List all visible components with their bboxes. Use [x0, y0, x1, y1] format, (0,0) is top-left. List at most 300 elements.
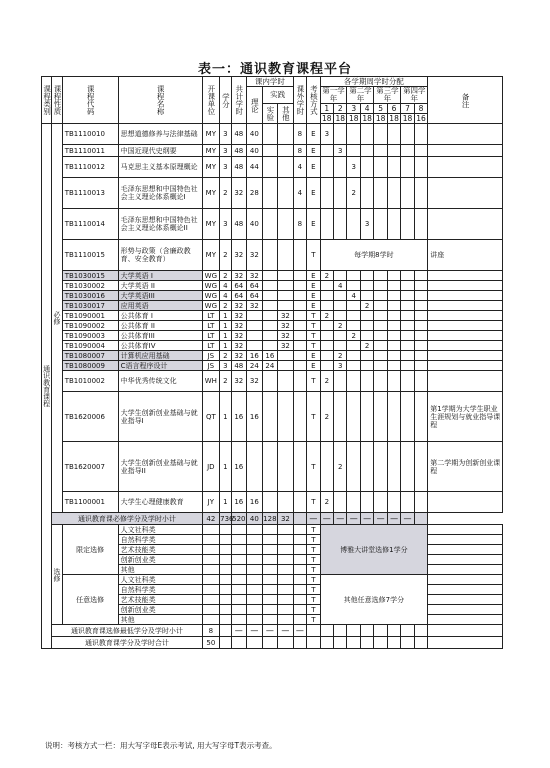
course-theory: 16: [247, 392, 263, 442]
elective-blank: [231, 585, 247, 595]
course-name: 大学生创新创业基础与就业指导II: [118, 442, 202, 492]
table-row: [42, 392, 503, 442]
elective-blank: [202, 545, 220, 555]
hdr-sem: 3: [347, 104, 360, 114]
course-experiment: [262, 240, 278, 271]
hdr-sem: 1: [320, 104, 333, 114]
course-credit: 1: [220, 492, 231, 513]
course-exam: E: [307, 361, 320, 371]
elective-exam: T: [307, 595, 320, 605]
elective-blank: [278, 525, 294, 535]
course-name: 公共体育 II: [118, 321, 202, 331]
course-exam: T: [307, 371, 320, 392]
elective-blank: [278, 535, 294, 545]
elective-blank: [262, 555, 278, 565]
hdr-weekly: 各学期周学时分配: [320, 77, 428, 87]
semester-hours: [401, 301, 414, 311]
semester-hours: [414, 371, 427, 392]
course-credit: 4: [220, 291, 231, 301]
course-exam: E: [307, 291, 320, 301]
course-theory: 24: [247, 361, 263, 371]
course-other: 32: [278, 341, 294, 351]
course-exam: T: [307, 240, 320, 271]
elective-blank: [220, 535, 231, 545]
course-experiment: [262, 145, 278, 157]
course-experiment: [262, 124, 278, 145]
elective-blank: [247, 615, 263, 625]
elective-blank: [220, 615, 231, 625]
subtotal-value: 32: [278, 513, 294, 525]
course-dept: WH: [202, 371, 220, 392]
semester-hours: [334, 291, 347, 301]
course-dept: WG: [202, 271, 220, 281]
elective-exam: T: [307, 575, 320, 585]
course-other: [278, 209, 294, 240]
course-credit: 1: [220, 321, 231, 331]
elective-blank: [247, 575, 263, 585]
semester-hours: [334, 178, 347, 209]
course-credit: 1: [220, 331, 231, 341]
semester-hours: [414, 341, 427, 351]
elective-blank: [293, 575, 306, 585]
course-experiment: 24: [262, 361, 278, 371]
elective-note: 博雅大讲堂选修1学分: [320, 525, 428, 575]
course-code: TB1080007: [62, 351, 118, 361]
elective-blank: [278, 575, 294, 585]
course-code: TB1090002: [62, 321, 118, 331]
course-exam: T: [307, 311, 320, 321]
course-dept: LT: [202, 331, 220, 341]
semester-hours: [374, 492, 387, 513]
semester-hours: [320, 351, 333, 361]
course-name: 中华优秀传统文化: [118, 371, 202, 392]
course-credit: 3: [220, 157, 231, 178]
course-extra: [293, 301, 306, 311]
elective-blank: [202, 585, 220, 595]
elective-blank: [202, 555, 220, 565]
elective-blank: [293, 595, 306, 605]
table-row: [42, 341, 503, 351]
subtotal-dash: —: [320, 513, 333, 525]
semester-hours: [414, 351, 427, 361]
course-exam: T: [307, 392, 320, 442]
course-dept: MY: [202, 240, 220, 271]
course-code: TB1010002: [62, 371, 118, 392]
course-code: TB1030017: [62, 301, 118, 311]
semester-hours: 3: [347, 157, 360, 178]
course-credit: 3: [220, 361, 231, 371]
course-experiment: [262, 321, 278, 331]
semester-hours: [414, 157, 427, 178]
elective-blank: [220, 525, 231, 535]
semester-hours: [374, 178, 387, 209]
course-other: [278, 371, 294, 392]
elective-min-row-cell: [401, 625, 414, 637]
semester-hours: 4: [347, 291, 360, 301]
course-name: 大学英语III: [118, 291, 202, 301]
semester-hours: [320, 442, 333, 492]
course-credit: 1: [220, 311, 231, 321]
semester-hours: 3: [334, 145, 347, 157]
semester-hours: [347, 371, 360, 392]
hdr-other: 其他: [278, 104, 294, 124]
semester-hours: [401, 157, 414, 178]
semester-hours: [401, 341, 414, 351]
semester-hours: [414, 271, 427, 281]
course-other: [278, 271, 294, 281]
semester-hours: [360, 157, 373, 178]
course-name: 中国近现代史纲要: [118, 145, 202, 157]
subtotal-remark: [414, 513, 427, 525]
semester-hours: [414, 442, 427, 492]
semester-hours: [360, 351, 373, 361]
elective-blank: [278, 595, 294, 605]
hdr-extra: 课外学时: [293, 77, 306, 124]
elective-blank: [220, 585, 231, 595]
semester-hours: 2: [334, 442, 347, 492]
semester-hours: 2: [334, 351, 347, 361]
course-other: 32: [278, 311, 294, 321]
total-row-cell: [360, 637, 373, 649]
semester-hours: [401, 145, 414, 157]
course-credit: 3: [220, 124, 231, 145]
semester-hours: [334, 331, 347, 341]
course-code: TB1620007: [62, 442, 118, 492]
semester-hours: [401, 442, 414, 492]
semester-hours: [347, 341, 360, 351]
category-cell: 通识教育课程: [42, 124, 52, 649]
total-row-cell: [401, 637, 414, 649]
hdr-code: 课程代码: [62, 77, 118, 124]
course-other: [278, 157, 294, 178]
course-dept: MY: [202, 209, 220, 240]
hdr-weeks: 18: [335, 113, 346, 123]
hdr-practice: 实践: [262, 87, 293, 104]
course-remark: [428, 492, 503, 513]
elective-blank: [231, 555, 247, 565]
semester-hours: [374, 291, 387, 301]
total-row-credit: 50: [202, 637, 220, 649]
course-remark: 第1学期为大学生职业生涯规划与就业指导课程: [428, 392, 503, 442]
total-row: [42, 637, 503, 649]
semester-hours: [360, 178, 373, 209]
semester-hours: [387, 492, 400, 513]
elective-type: 艺术技能类: [118, 545, 202, 555]
course-experiment: [262, 311, 278, 321]
course-experiment: [262, 301, 278, 311]
semester-hours: [320, 341, 333, 351]
course-name: 大学英语 II: [118, 281, 202, 291]
semester-hours: [347, 392, 360, 442]
table-row: [42, 371, 503, 392]
course-code: TB1110014: [62, 209, 118, 240]
semester-hours: [360, 271, 373, 281]
course-experiment: [262, 291, 278, 301]
total-row-cell: [347, 637, 360, 649]
course-code: TB1030002: [62, 281, 118, 291]
course-other: 32: [278, 321, 294, 331]
course-code: TB1110010: [62, 124, 118, 145]
course-remark: [428, 331, 503, 341]
semester-hours: [401, 492, 414, 513]
course-exam: E: [307, 281, 320, 291]
table-row: [42, 492, 503, 513]
table-row: [42, 361, 503, 371]
course-other: [278, 281, 294, 291]
elective-min-row-label: 通识教育课选修最低学分及学时小计: [52, 625, 202, 637]
elective-remark: [428, 585, 503, 595]
hdr-weeks: 18: [348, 113, 359, 123]
hdr-credit: 学分: [220, 77, 231, 124]
course-total: 48: [231, 157, 247, 178]
table-row: [42, 157, 503, 178]
course-total: 32: [231, 271, 247, 281]
course-credit: 3: [220, 209, 231, 240]
elective-blank: [293, 525, 306, 535]
page-title: 表一：通识教育课程平台: [197, 62, 352, 77]
semester-hours: [374, 157, 387, 178]
hdr-name: 课程名称: [118, 77, 202, 124]
course-remark: [428, 209, 503, 240]
course-total: 48: [231, 209, 247, 240]
course-code: TB1090003: [62, 331, 118, 341]
semester-hours: [360, 492, 373, 513]
course-other: [278, 145, 294, 157]
elective-blank: [220, 595, 231, 605]
semester-hours: [334, 157, 347, 178]
course-other: [278, 442, 294, 492]
elective-blank: [202, 605, 220, 615]
semester-hours: [320, 291, 333, 301]
semester-hours: [334, 492, 347, 513]
course-total: 48: [231, 145, 247, 157]
elective-min-row-cell: —: [278, 625, 294, 637]
elective-remark: [428, 525, 503, 535]
course-experiment: [262, 157, 278, 178]
course-remark: [428, 371, 503, 392]
semester-hours: [320, 301, 333, 311]
course-other: [278, 351, 294, 361]
elective-min-row-cell: —: [293, 625, 306, 637]
elective-min-row-cell: [334, 625, 347, 637]
course-extra: [293, 240, 306, 271]
elective-blank: [262, 615, 278, 625]
course-remark: [428, 281, 503, 291]
semester-hours: [360, 331, 373, 341]
course-dept: JS: [202, 361, 220, 371]
semester-hours: [414, 291, 427, 301]
elective-blank: [293, 545, 306, 555]
semester-hours: [374, 321, 387, 331]
semester-hours: 2: [320, 492, 333, 513]
elective-blank: [278, 615, 294, 625]
course-experiment: [262, 371, 278, 392]
elective-remark: [428, 595, 503, 605]
course-remark: [428, 321, 503, 331]
course-extra: [293, 392, 306, 442]
semester-hours: [320, 145, 333, 157]
elective-exam: T: [307, 535, 320, 545]
footnote: 说明：考核方式一栏：用大写字母E表示考试, 用大写字母T表示考查。: [45, 741, 277, 750]
semester-hours: [360, 321, 373, 331]
course-extra: [293, 271, 306, 281]
elective-type: 自然科学类: [118, 585, 202, 595]
elective-type: 其他: [118, 615, 202, 625]
semester-hours: [387, 301, 400, 311]
total-row-cell: [220, 637, 231, 649]
hdr-sem: 7: [401, 104, 414, 114]
subtotal-value: 736: [220, 514, 234, 523]
hdr-category: 课程类别: [42, 77, 52, 124]
semester-hours: [414, 392, 427, 442]
semester-hours: [414, 301, 427, 311]
table-row: [42, 124, 503, 145]
hdr-weeks: 18: [322, 113, 332, 123]
elective-note: 其他任意选修7学分: [320, 575, 428, 625]
course-code: TB1620006: [62, 392, 118, 442]
hdr-sem: 5: [374, 104, 387, 114]
course-extra: [293, 341, 306, 351]
elective-remark: [428, 545, 503, 555]
semester-hours: [347, 281, 360, 291]
elective-blank: [293, 585, 306, 595]
course-name: 计算机应用基础: [118, 351, 202, 361]
course-remark: [428, 291, 503, 301]
semester-hours: [401, 124, 414, 145]
course-credit: 2: [220, 271, 231, 281]
course-other: [278, 124, 294, 145]
semester-hours: [387, 331, 400, 341]
semester-hours: [360, 442, 373, 492]
course-extra: 4: [293, 178, 306, 209]
course-credit: 2: [220, 301, 231, 311]
course-theory: 64: [247, 281, 263, 291]
course-total: 32: [231, 311, 247, 321]
course-dept: WG: [202, 301, 220, 311]
semester-hours: [320, 321, 333, 331]
elective-blank: [247, 555, 263, 565]
course-name: 公共体育III: [118, 331, 202, 341]
course-name: 思想道德修养与法律基础: [118, 124, 202, 145]
elective-remark: [428, 575, 503, 585]
course-name: 毛泽东思想和中国特色社会主义理论体系概论II: [118, 209, 202, 240]
semester-hours: [320, 178, 333, 209]
semester-hours: 2: [320, 371, 333, 392]
course-theory: [247, 321, 263, 331]
semester-hours: [387, 157, 400, 178]
subtotal-dash: —: [401, 513, 414, 525]
elective-blank: [293, 615, 306, 625]
semester-hours: [401, 178, 414, 209]
course-name: 大学英语 I: [118, 271, 202, 281]
table-row: [42, 442, 503, 492]
elective-blank: [247, 535, 263, 545]
elective-blank: [231, 615, 247, 625]
course-total: 48: [231, 361, 247, 371]
course-theory: 64: [247, 291, 263, 301]
elective-min-row-cell: [360, 625, 373, 637]
semester-hours: [360, 392, 373, 442]
course-total: 16: [231, 442, 247, 492]
elective-min-row-cell: [320, 625, 333, 637]
semester-hours: 2: [347, 331, 360, 341]
semester-hours: [347, 311, 360, 321]
elective-blank: [202, 615, 220, 625]
semester-hours: [374, 442, 387, 492]
elective-blank: [262, 525, 278, 535]
semester-hours: [360, 291, 373, 301]
course-exam: T: [307, 492, 320, 513]
elective-exam: T: [307, 615, 320, 625]
elective-blank: [247, 595, 263, 605]
elective-blank: [220, 565, 231, 575]
elective-min-row-remark: [428, 625, 503, 637]
semester-hours: [374, 145, 387, 157]
subtotal-dash: —: [360, 513, 373, 525]
semester-hours: [387, 392, 400, 442]
course-extra: [293, 361, 306, 371]
elective-blank: [202, 535, 220, 545]
course-exam: T: [307, 341, 320, 351]
semester-hours: 2: [360, 301, 373, 311]
elective-min-row-cell: [307, 625, 320, 637]
course-remark: [428, 311, 503, 321]
course-extra: [293, 311, 306, 321]
course-other: [278, 392, 294, 442]
semester-hours: [320, 281, 333, 291]
hdr-dept: 开课单位: [202, 77, 220, 124]
semester-hours: 3: [334, 361, 347, 371]
elective-blank: [202, 525, 220, 535]
semester-hours: [347, 271, 360, 281]
elective-blank: [220, 545, 231, 555]
hdr-weeks: 18: [375, 113, 386, 123]
course-experiment: [262, 492, 278, 513]
course-experiment: [262, 281, 278, 291]
elective-blank: [278, 545, 294, 555]
hdr-inclass: 课内学时: [247, 77, 294, 87]
course-total: 32: [231, 341, 247, 351]
course-code: TB1100001: [62, 492, 118, 513]
course-extra: [293, 321, 306, 331]
semester-hours: [401, 209, 414, 240]
semester-hours: [334, 271, 347, 281]
course-credit: 4: [220, 281, 231, 291]
elective-row: [42, 575, 503, 585]
course-theory: [247, 341, 263, 351]
total-row-label: 通识教育课学分及学时合计: [52, 637, 202, 649]
course-exam: E: [307, 301, 320, 311]
course-credit: 2: [220, 351, 231, 361]
total-row-cell: [262, 637, 278, 649]
course-code: TB1110015: [62, 240, 118, 271]
table-row: [42, 271, 503, 281]
semester-hours: [374, 301, 387, 311]
subtotal-row: [42, 513, 503, 525]
course-exam: T: [307, 331, 320, 341]
semester-hours: [374, 271, 387, 281]
course-name: C语言程序设计: [118, 361, 202, 371]
course-remark: [428, 124, 503, 145]
course-remark: [428, 178, 503, 209]
semester-hours: [387, 442, 400, 492]
course-dept: MY: [202, 178, 220, 209]
elective-type: 自然科学类: [118, 535, 202, 545]
course-total: 32: [231, 331, 247, 341]
semester-hours: [374, 351, 387, 361]
elective-blank: [262, 605, 278, 615]
course-extra: [293, 492, 306, 513]
